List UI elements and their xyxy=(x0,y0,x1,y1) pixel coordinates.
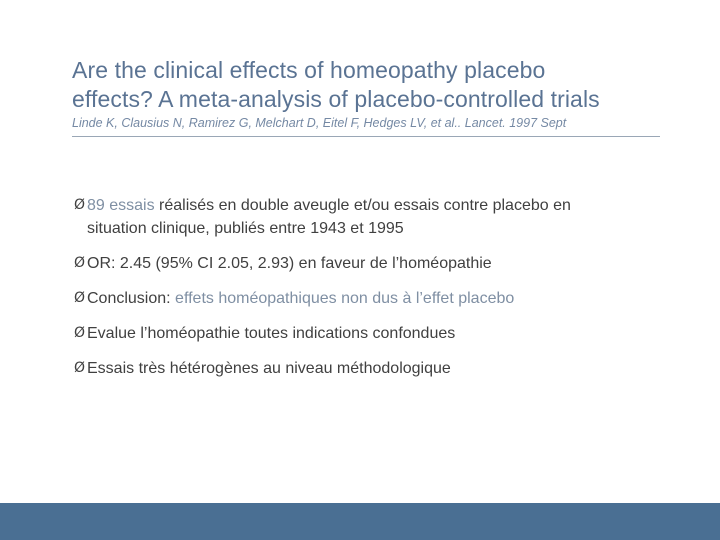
arrow-bullet-icon: Ø xyxy=(74,325,86,341)
bullet-muted-text: effets homéopathiques non dus à l’effet placebo xyxy=(175,290,515,307)
title-line-1: Are the clinical effects of homeopathy placebo xyxy=(72,57,546,83)
bullet-item xyxy=(74,252,674,275)
bullet-text: OR: 2.45 (95% CI 2.05, 2.93) en faveur de l’homéopathie xyxy=(87,255,492,272)
bullet-main-text: réalisés en double aveugle et/ou essais contre placebo en xyxy=(159,197,571,214)
bullet-item xyxy=(74,194,674,240)
bullet-text xyxy=(87,287,674,310)
arrow-bullet-icon: Ø xyxy=(74,197,86,213)
slide-title xyxy=(72,56,672,114)
bullet-continuation-text: situation clinique, publiés entre 1943 et 1995 xyxy=(87,220,404,237)
bullet-item xyxy=(74,357,674,380)
bullet-muted-text: 89 essais xyxy=(87,197,160,214)
bullet-text xyxy=(87,194,674,240)
bullet-lead-text: Conclusion: xyxy=(87,290,176,307)
bullet-item xyxy=(74,322,674,345)
bullet-text: Essais très hétérogènes au niveau méthodologique xyxy=(87,360,451,377)
footer-bar xyxy=(0,503,720,540)
bullet-list xyxy=(74,194,674,392)
title-divider xyxy=(72,136,660,137)
bullet-item xyxy=(74,287,674,310)
arrow-bullet-icon: Ø xyxy=(74,290,86,306)
title-line-2: effects? A meta-analysis of placebo-controlled trials xyxy=(72,86,600,112)
arrow-bullet-icon: Ø xyxy=(74,255,86,271)
bullet-text: Evalue l’homéopathie toutes indications confondues xyxy=(87,325,456,342)
citation: Linde K, Clausius N, Ramirez G, Melchart D, Eitel F, Hedges LV, et al.. Lancet. 1997 Sept xyxy=(72,116,567,130)
arrow-bullet-icon: Ø xyxy=(74,360,86,376)
